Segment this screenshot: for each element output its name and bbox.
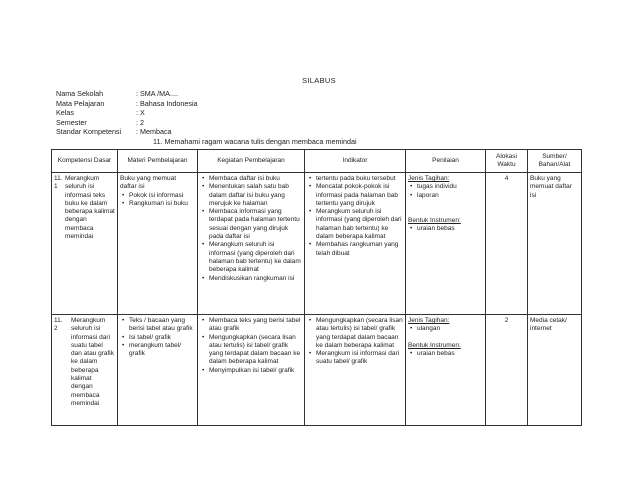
kegiatan-cell xyxy=(198,173,305,315)
meta-key: Standar Kompetensi xyxy=(56,127,122,137)
list-item: • Merangkum seluruh isi informasi (yang diperoleh dari halaman bab tertentu) ke dalam beberapa kalimat xyxy=(316,208,403,241)
materi-list xyxy=(120,192,195,209)
kegiatan-cell xyxy=(198,315,305,426)
bentuk-instrumen-label: Bentuk Instrumen: xyxy=(408,341,461,349)
header-cell: Sumber/ Bahan/Alat xyxy=(528,150,582,173)
list-item: • Membaca daftar isi buku xyxy=(209,175,302,183)
bentuk-instrumen-label: Bentuk Instrumen: xyxy=(408,216,461,224)
materi-cell xyxy=(118,173,198,315)
jenis-list xyxy=(408,325,483,333)
list-item: • Mencatat pokok-pokok isi informasi pada halaman bab tertentu yang dirujuk xyxy=(316,183,403,208)
list-item: • Membaca informasi yang terdapat pada halaman tertentu sesuai dengan yang dirujuk pada daftar isi xyxy=(209,208,302,241)
document-title: SILABUS xyxy=(302,76,336,85)
meta-key: Kelas xyxy=(56,108,74,118)
bentuk-list xyxy=(408,350,483,358)
materi-list xyxy=(120,317,195,358)
header-cell: Indikator xyxy=(305,150,406,173)
list-item: • Membahas rangkuman yang telah dibuat xyxy=(316,241,403,258)
list-item: • uraian bebas xyxy=(417,225,483,233)
list-item: • Membaca teks yang berisi tabel atau grafik xyxy=(209,317,302,334)
bentuk-list xyxy=(408,225,483,233)
header-cell: Alokasi Waktu xyxy=(486,150,528,173)
alokasi-cell: 2 xyxy=(486,315,528,426)
sumber-cell: Media cetak/ internet xyxy=(528,315,582,426)
meta-key: Nama Sekolah xyxy=(56,89,104,98)
list-item: • Teks / bacaan yang berisi tabel atau grafik xyxy=(129,317,195,334)
penilaian-cell xyxy=(406,173,486,315)
list-item: • Merangkum isi informasi dari suatu tabel/ grafik xyxy=(316,350,403,367)
meta-row-semester xyxy=(56,118,357,128)
alokasi-cell: 4 xyxy=(486,173,528,315)
list-item: • merangkum tabel/ grafik xyxy=(129,342,195,359)
kd-cell xyxy=(52,315,118,426)
list-item: • uraian bebas xyxy=(417,350,483,358)
list-item: • Pokok isi informasi xyxy=(129,192,195,200)
kd-number: 11.2 xyxy=(54,317,63,333)
header-cell: Materi Pembelajaran xyxy=(118,150,198,173)
list-item: • ulangan xyxy=(417,325,483,333)
kd-number: 11.1 xyxy=(54,175,63,191)
indikator-list xyxy=(307,175,403,258)
meta-row-class xyxy=(56,108,357,118)
table-row xyxy=(52,173,582,315)
list-item: • Isi tabel/ grafik xyxy=(129,334,195,342)
meta-row-school xyxy=(56,89,357,99)
header-cell: Penilaian xyxy=(406,150,486,173)
meta-key: Mata Pelajaran xyxy=(56,98,105,108)
jenis-tagihan-label: Jenis Tagihan: xyxy=(408,175,450,182)
materi-line: daftar isi xyxy=(120,183,145,191)
meta-value: : Membaca xyxy=(136,127,172,137)
materi-line: Buku yang memuat xyxy=(120,175,177,182)
list-item: • Menentukan salah satu bab dalam daftar isi buku yang merujuk ke halaman xyxy=(209,183,302,208)
standard-detail: 11. Memahami ragam wacana tulis dengan membaca memindai xyxy=(153,136,357,146)
list-item: • tertentu pada buku tersebut xyxy=(316,175,403,183)
sumber-cell: Buku yang memuat daftar isi xyxy=(528,173,582,315)
meta-value: : 2 xyxy=(136,117,144,127)
kegiatan-list xyxy=(200,317,302,375)
list-item: • laporan xyxy=(417,192,483,200)
indikator-cell xyxy=(305,173,406,315)
list-item: • Mengungkapkan (secara lisan atau tertulis) isi tabel/ grafik yang terdapat dalam bacaan ke dalam beberapa kalimat xyxy=(316,317,403,350)
meta-row-subject xyxy=(56,99,357,109)
meta-key: Semester xyxy=(56,117,87,127)
indikator-list xyxy=(307,317,403,367)
list-item: • Mengungkapkan (secara lisan atau tertulis) isi tabel/ grafik yang terdapat dalam bacaan ke dalam beberapa kalimat xyxy=(209,334,302,367)
syllabus-table xyxy=(51,149,582,426)
table-row xyxy=(52,315,582,426)
table-header-row xyxy=(52,150,582,173)
list-item: • Merangkum seluruh isi informasi (yang diperoleh dari halaman bab tertentu) ke dalam beberapa kalimat xyxy=(209,241,302,274)
meta-row-standard xyxy=(56,127,357,137)
meta-value: : SMA /MA.... xyxy=(136,89,178,98)
kegiatan-list xyxy=(200,175,302,283)
kd-text: Merangkum seluruh isi informasi teks buku ke dalam beberapa kalimat dengan membaca memindai xyxy=(65,175,115,241)
metadata-block xyxy=(56,89,357,147)
list-item: • Rangkuman isi buku xyxy=(129,200,195,208)
jenis-list xyxy=(408,183,483,200)
list-item: • Menyimpulkan isi tabel/ grafik xyxy=(209,367,302,375)
materi-cell xyxy=(118,315,198,426)
kd-text: Merangkum seluruh isi informasi dari suatu tabel dan atau grafik ke dalam beberapa kalimat dengan membaca memindai xyxy=(71,317,115,407)
list-item: • Mendiskusikan rangkuman isi xyxy=(209,275,302,283)
header-cell: Kompetensi Dasar xyxy=(52,150,118,173)
kd-cell xyxy=(52,173,118,315)
meta-value: : X xyxy=(136,108,145,118)
jenis-tagihan-label: Jenis Tagihan: xyxy=(408,317,450,324)
penilaian-cell xyxy=(406,315,486,426)
header-cell: Kegiatan Pembelajaran xyxy=(198,150,305,173)
meta-value: : Bahasa Indonesia xyxy=(136,98,198,108)
list-item: • tugas individu xyxy=(417,183,483,191)
indikator-cell xyxy=(305,315,406,426)
